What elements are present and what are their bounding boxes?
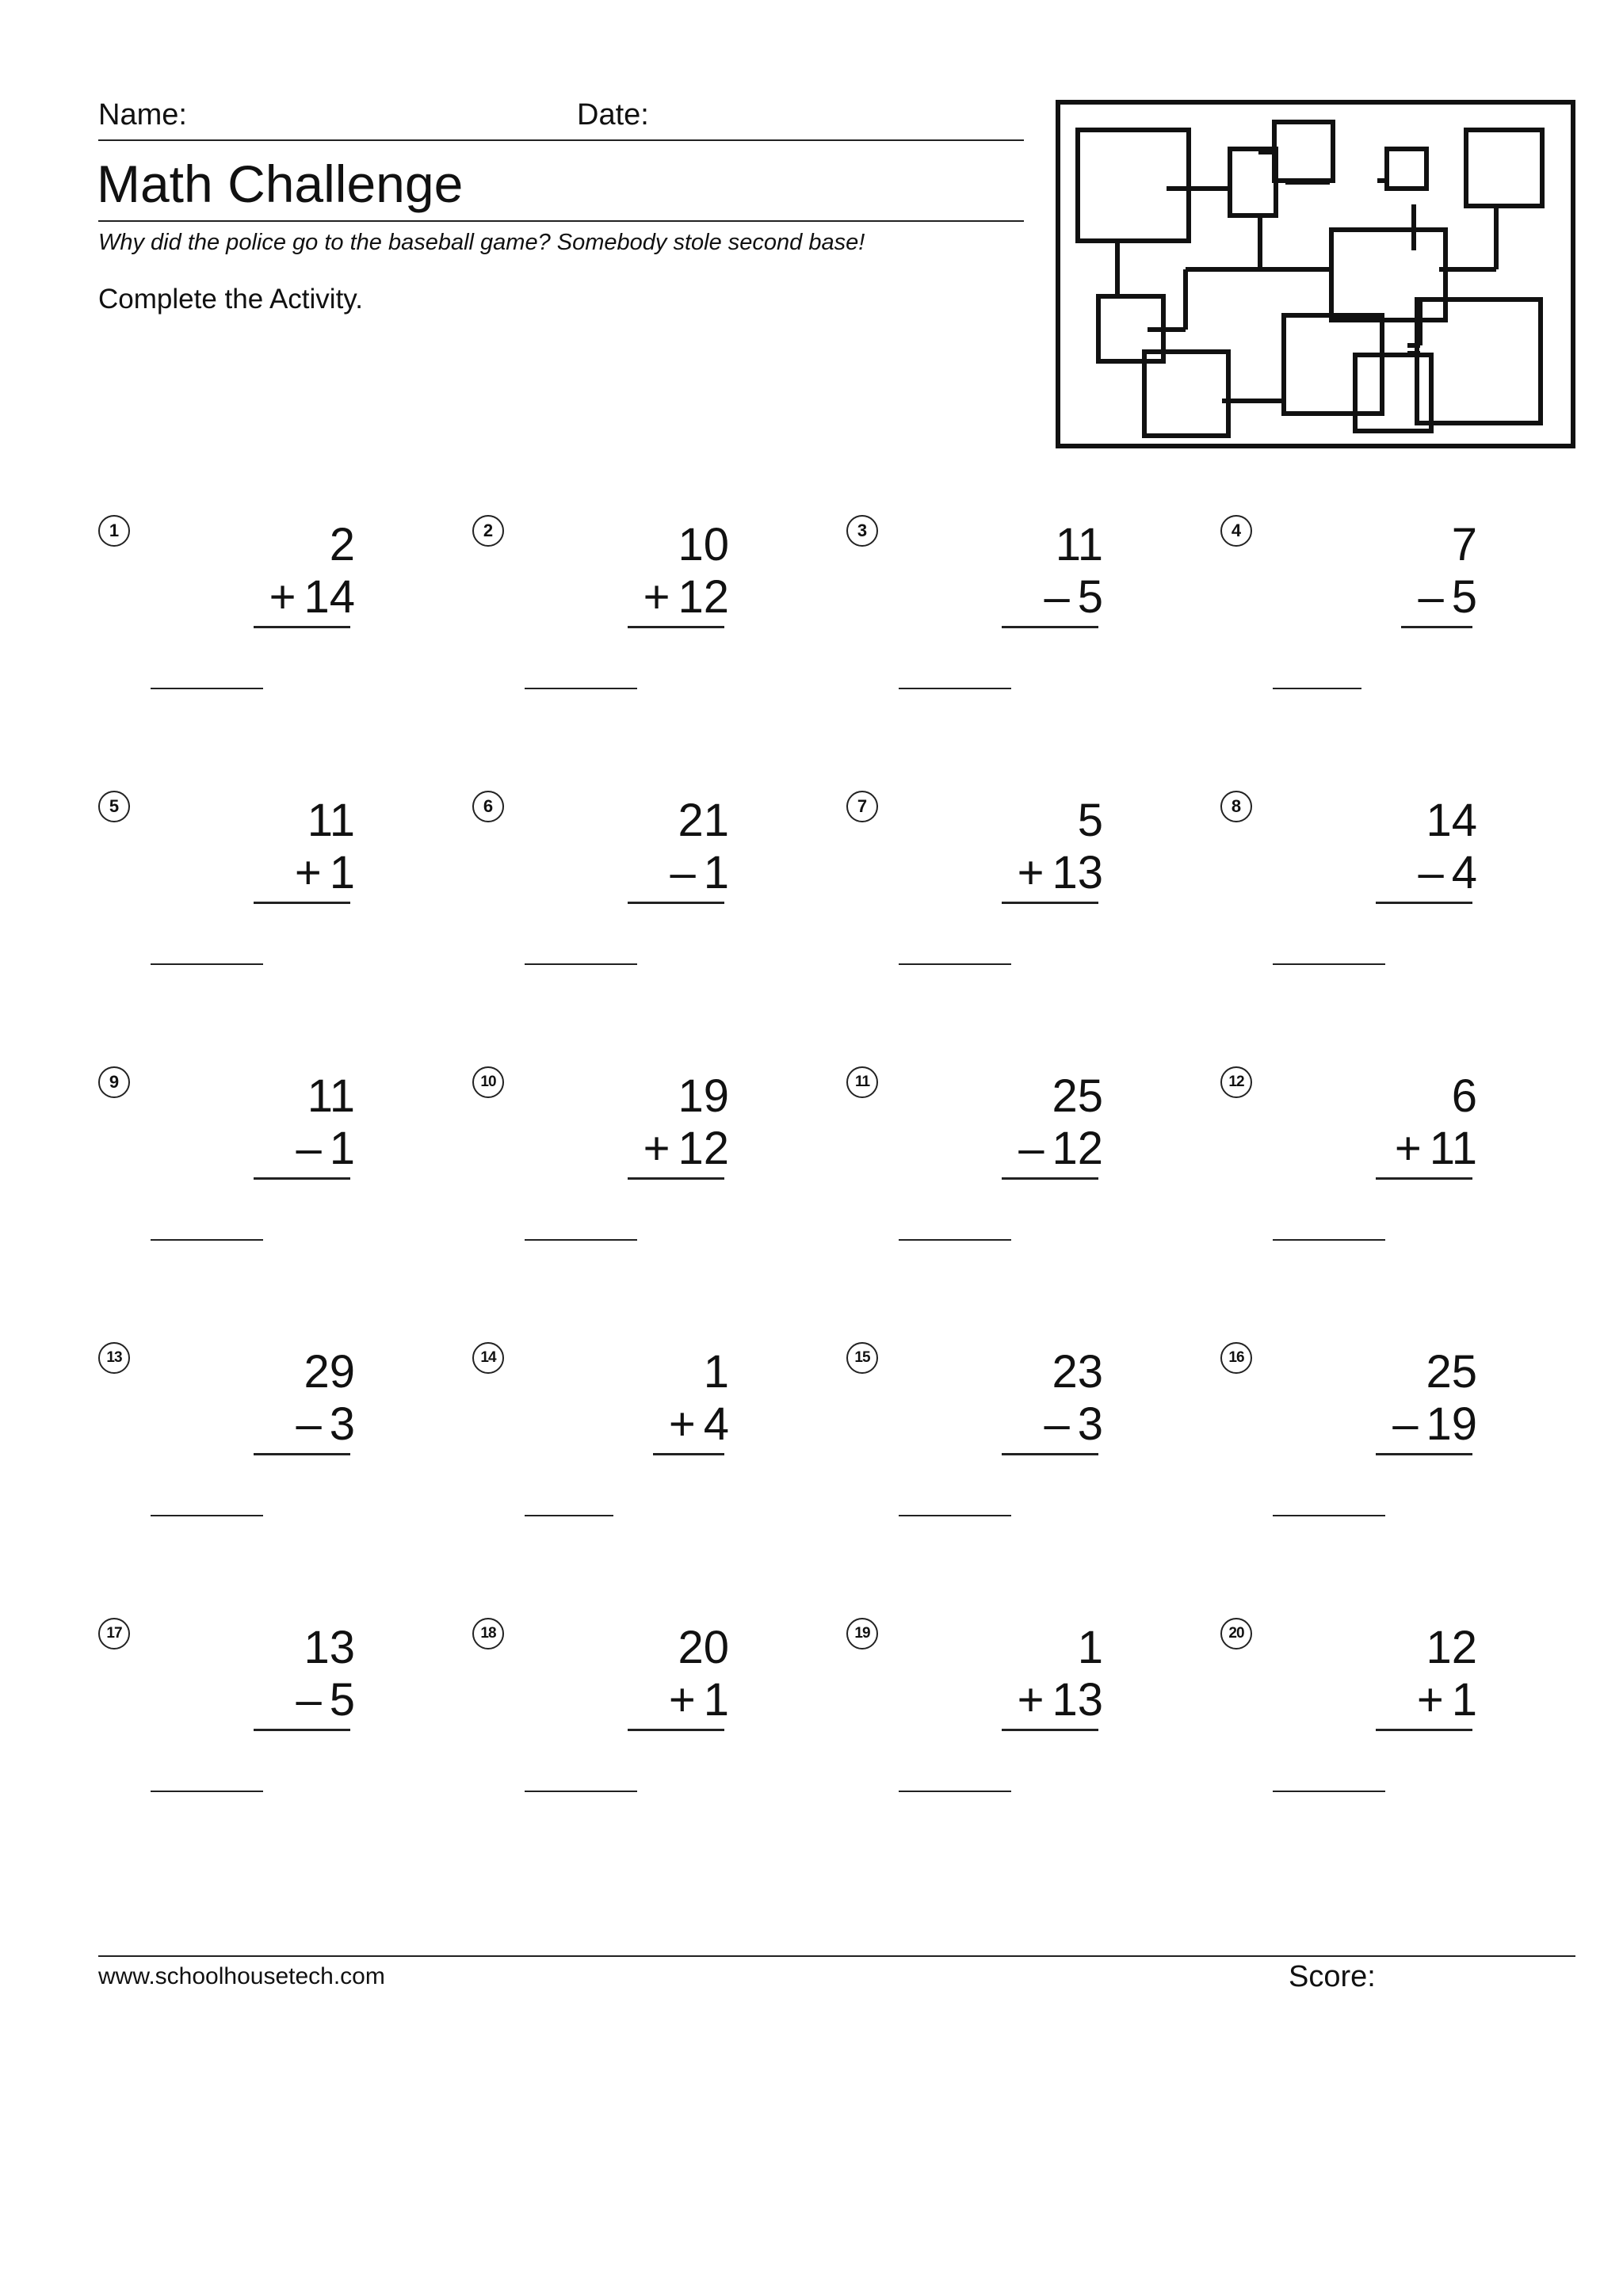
problem-1 [98,515,355,737]
problem-operator: + [1416,1674,1444,1726]
problem-sum-bar [254,1177,350,1180]
name-label: Name: [98,98,187,132]
problem-number-badge: 14 [472,1342,504,1374]
problem-operator: – [1018,1123,1044,1174]
problem-sum-bar [1376,1729,1472,1731]
name-date-rule [98,139,1024,141]
problem-bottom-row [533,1122,729,1176]
problem-operator: – [1044,1398,1070,1450]
problem-number-badge: 4 [1220,515,1252,547]
problem-18 [472,1618,729,1840]
problem-bottom-operand: 14 [304,571,355,623]
title-rule [98,220,1024,222]
problem-5 [98,791,355,1013]
problem-operator: – [1418,571,1444,623]
problem-answer-line[interactable] [151,963,263,965]
problem-answer-line[interactable] [899,963,1011,965]
problem-answer-line[interactable] [1273,963,1385,965]
problem-answer-line[interactable] [151,688,263,689]
problem-bottom-operand: 1 [703,847,729,898]
problem-top-operand: 19 [678,1070,729,1122]
problem-operator: + [1017,847,1044,898]
score-label: Score: [1289,1960,1376,1993]
problem-operator: – [296,1398,322,1450]
problem-4 [1220,515,1477,737]
problem-sum-bar [254,626,350,628]
problem-operator: – [1418,847,1444,898]
problem-top-operand: 14 [1426,795,1477,846]
problem-top-operand: 25 [1052,1070,1103,1122]
problem-sum-bar [1002,902,1098,904]
problem-sum-bar [254,902,350,904]
problem-number-badge: 13 [98,1342,130,1374]
problem-sum-bar [653,1453,724,1455]
problem-bottom-row [907,570,1103,624]
problem-15 [846,1342,1103,1564]
problem-bottom-row [1281,846,1477,900]
problem-operator: – [296,1123,322,1174]
problem-top-operand: 5 [1077,795,1103,846]
problem-sum-bar [1002,1729,1098,1731]
connected-squares-art-icon [1056,100,1575,448]
problem-number-badge: 20 [1220,1618,1252,1650]
problem-7 [846,791,1103,1013]
problem-bottom-row [533,1673,729,1727]
problem-6 [472,791,729,1013]
problem-bottom-operand: 4 [703,1398,729,1450]
problem-answer-line[interactable] [899,688,1011,689]
problem-answer-line[interactable] [899,1791,1011,1792]
problem-2 [472,515,729,737]
problem-bottom-row [533,846,729,900]
problem-17 [98,1618,355,1840]
problem-operator: – [1044,571,1070,623]
problem-answer-line[interactable] [525,1515,613,1516]
problem-bottom-row [1281,1122,1477,1176]
problem-number-badge: 5 [98,791,130,822]
problem-number-badge: 17 [98,1618,130,1650]
problem-top-operand: 23 [1052,1346,1103,1398]
problem-operator: + [643,1123,670,1174]
problem-bottom-row [158,570,355,624]
problem-bottom-row [158,1122,355,1176]
problem-operator: + [294,847,322,898]
problem-top-operand: 11 [307,1070,355,1122]
problem-answer-line[interactable] [1273,688,1361,689]
problem-bottom-operand: 19 [1426,1398,1477,1450]
problem-sum-bar [1002,1453,1098,1455]
problem-bottom-operand: 5 [1077,571,1103,623]
problem-sum-bar [1401,626,1472,628]
problem-bottom-row [1281,1673,1477,1727]
problem-top-operand: 21 [678,795,729,846]
problem-top-operand: 11 [307,795,355,846]
problem-number-badge: 3 [846,515,878,547]
problem-19 [846,1618,1103,1840]
problem-number-badge: 9 [98,1066,130,1098]
problem-top-operand: 2 [329,519,355,570]
problem-sum-bar [628,1177,724,1180]
problem-bottom-row [907,1398,1103,1451]
problem-operator: + [643,571,670,623]
problem-bottom-operand: 11 [1429,1123,1477,1174]
problem-bottom-operand: 12 [678,571,729,623]
problem-sum-bar [1002,626,1098,628]
problem-top-operand: 20 [678,1622,729,1673]
problem-14 [472,1342,729,1564]
problem-top-operand: 1 [703,1346,729,1398]
problem-12 [1220,1066,1477,1288]
problem-bottom-row [158,1673,355,1727]
problem-16 [1220,1342,1477,1564]
problem-answer-line[interactable] [151,1239,263,1241]
problem-number-badge: 1 [98,515,130,547]
problem-bottom-operand: 5 [1451,571,1477,623]
problem-bottom-row [1281,1398,1477,1451]
problem-bottom-operand: 5 [329,1674,355,1726]
problem-bottom-row [907,1122,1103,1176]
problem-answer-line[interactable] [525,1791,637,1792]
problem-sum-bar [1376,902,1472,904]
problem-11 [846,1066,1103,1288]
problem-top-operand: 10 [678,519,729,570]
problem-3 [846,515,1103,737]
problem-answer-line[interactable] [525,688,637,689]
problem-top-operand: 13 [304,1622,355,1673]
footer-url: www.schoolhousetech.com [98,1963,385,1989]
problem-operator: – [296,1674,322,1726]
problem-top-operand: 29 [304,1346,355,1398]
problem-top-operand: 1 [1077,1622,1103,1673]
problem-bottom-operand: 3 [329,1398,355,1450]
problem-bottom-operand: 1 [703,1674,729,1726]
problem-number-badge: 10 [472,1066,504,1098]
problem-bottom-row [533,570,729,624]
problem-sum-bar [1376,1453,1472,1455]
problem-bottom-row [907,846,1103,900]
problem-9 [98,1066,355,1288]
problem-number-badge: 11 [846,1066,878,1098]
problem-number-badge: 12 [1220,1066,1252,1098]
problem-bottom-operand: 1 [329,1123,355,1174]
problem-operator: – [670,847,696,898]
problem-sum-bar [254,1729,350,1731]
problem-top-operand: 11 [1055,519,1103,570]
instruction-text: Complete the Activity. [98,284,363,315]
problem-sum-bar [1376,1177,1472,1180]
problem-sum-bar [628,626,724,628]
problem-bottom-operand: 12 [1052,1123,1103,1174]
problem-operator: – [1392,1398,1419,1450]
problem-answer-line[interactable] [151,1791,263,1792]
problem-10 [472,1066,729,1288]
joke-text: Why did the police go to the baseball game? Somebody stole second base! [98,230,865,255]
problem-bottom-operand: 12 [678,1123,729,1174]
problem-top-operand: 25 [1426,1346,1477,1398]
problem-answer-line[interactable] [525,963,637,965]
problem-bottom-row [533,1398,729,1451]
date-label: Date: [577,98,649,132]
problem-number-badge: 16 [1220,1342,1252,1374]
problem-answer-line[interactable] [899,1239,1011,1241]
footer-rule [98,1955,1575,1957]
problem-top-operand: 6 [1451,1070,1477,1122]
problem-operator: + [668,1674,696,1726]
problem-top-operand: 12 [1426,1622,1477,1673]
problem-bottom-operand: 1 [1451,1674,1477,1726]
problem-answer-line[interactable] [1273,1515,1385,1516]
problem-bottom-operand: 3 [1077,1398,1103,1450]
problem-sum-bar [628,1729,724,1731]
problem-bottom-row [158,846,355,900]
problem-sum-bar [254,1453,350,1455]
problem-sum-bar [1002,1177,1098,1180]
problem-bottom-row [1281,570,1477,624]
problem-answer-line[interactable] [1273,1239,1385,1241]
problem-bottom-operand: 1 [329,847,355,898]
problem-20 [1220,1618,1477,1840]
problem-operator: + [1017,1674,1044,1726]
problem-answer-line[interactable] [899,1515,1011,1516]
problem-number-badge: 2 [472,515,504,547]
problem-operator: + [668,1398,696,1450]
problem-number-badge: 8 [1220,791,1252,822]
problem-bottom-operand: 13 [1052,847,1103,898]
problem-bottom-operand: 13 [1052,1674,1103,1726]
problem-number-badge: 7 [846,791,878,822]
problem-sum-bar [628,902,724,904]
problem-8 [1220,791,1477,1013]
problem-number-badge: 15 [846,1342,878,1374]
problem-operator: + [269,571,296,623]
problem-number-badge: 19 [846,1618,878,1650]
problem-answer-line[interactable] [1273,1791,1385,1792]
problem-answer-line[interactable] [525,1239,637,1241]
problem-bottom-operand: 4 [1451,847,1477,898]
problem-number-badge: 18 [472,1618,504,1650]
problem-answer-line[interactable] [151,1515,263,1516]
problem-top-operand: 7 [1451,519,1477,570]
problem-number-badge: 6 [472,791,504,822]
problem-bottom-row [907,1673,1103,1727]
problem-13 [98,1342,355,1564]
page-title: Math Challenge [97,154,464,213]
problem-operator: + [1394,1123,1422,1174]
problem-bottom-row [158,1398,355,1451]
